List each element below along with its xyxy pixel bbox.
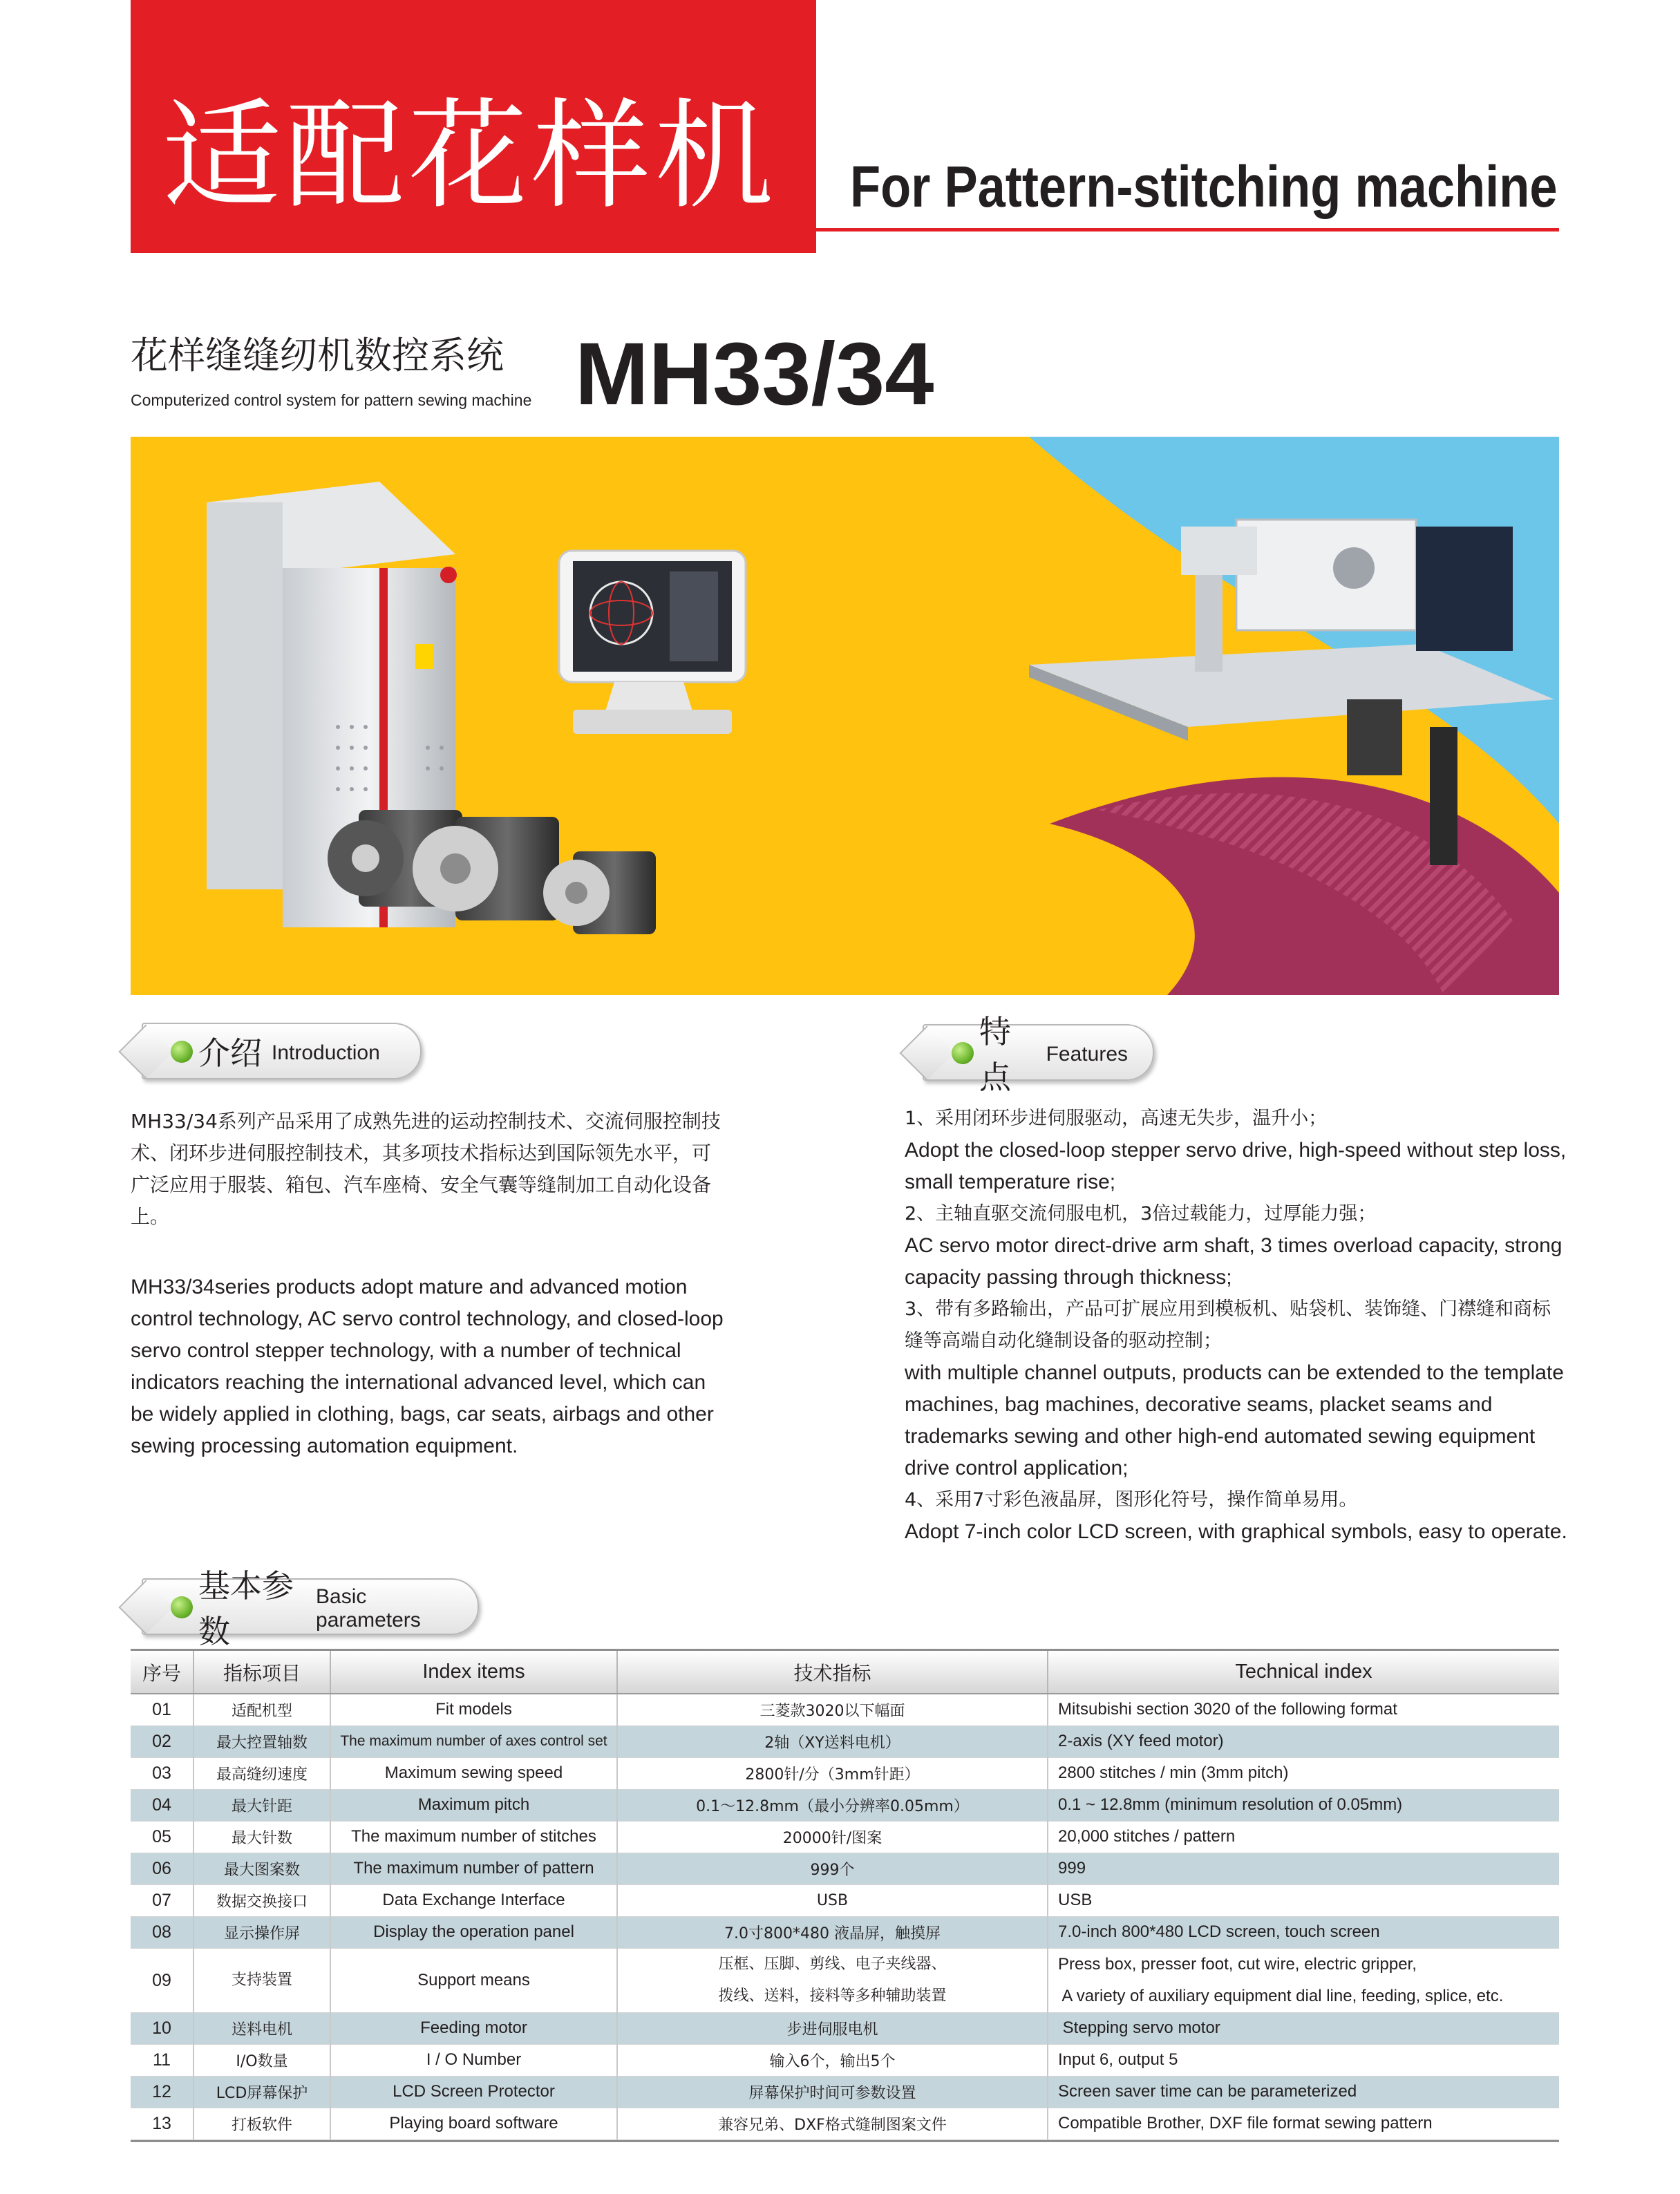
parameters-tag-en: Basic parameters	[316, 1585, 421, 1632]
table-row	[131, 2108, 1559, 2139]
row-cn-value: 步进伺服电机	[617, 2012, 1048, 2044]
row-en-item: The maximum number of stitches	[330, 1821, 617, 1853]
row-cn-value: 0.1～12.8mm（最小分辨率0.05mm）	[617, 1789, 1048, 1821]
bullet-dot-icon	[171, 1596, 193, 1618]
feature-2-cn: 2、主轴直驱交流伺服电机，3倍过载能力，过厚能力强；	[905, 1203, 1377, 1224]
row-no: 08	[131, 1916, 194, 1948]
row-cn-item: 显示操作屏	[194, 1916, 330, 1948]
row-en-value: 7.0-inch 800*480 LCD screen, touch screen	[1048, 1916, 1559, 1948]
table-row	[131, 1884, 1559, 1916]
row-en-item: The maximum number of axes control set	[330, 1725, 617, 1757]
row-en-item: Playing board software	[330, 2108, 617, 2139]
row-cn-item: 最大针数	[194, 1821, 330, 1853]
row-en-item: LCD Screen Protector	[330, 2076, 617, 2108]
table-row	[131, 1948, 1559, 2012]
table-row	[131, 1821, 1559, 1853]
table-row	[131, 1853, 1559, 1884]
header-en-value: Technical index	[1048, 1651, 1559, 1694]
row-no: 13	[131, 2108, 194, 2139]
table-row	[131, 2044, 1559, 2076]
row-cn-value: 输入6个，输出5个	[617, 2044, 1048, 2076]
row-no: 01	[131, 1694, 194, 1725]
header-cn-value: 技术指标	[617, 1651, 1048, 1694]
feature-1-cn: 1、采用闭环步进伺服驱动，高速无失步，温升小；	[905, 1108, 1328, 1129]
row-en-value: USB	[1048, 1884, 1559, 1916]
bullet-dot-icon	[952, 1042, 974, 1064]
table-row	[131, 2076, 1559, 2108]
row-cn-item: 最高缝纫速度	[194, 1757, 330, 1789]
row-en-value: Compatible Brother, DXF file format sewing pattern	[1048, 2108, 1559, 2139]
row-no: 10	[131, 2012, 194, 2044]
introduction-tag-cn: 介绍	[198, 1034, 262, 1072]
feature-3-cn: 3、带有多路输出，产品可扩展应用到模板机、贴袋机、装饰缝、门襟缝和商标缝等高端自动化缝制设备的驱动控制；	[905, 1298, 1551, 1352]
table-row	[131, 1725, 1559, 1757]
row-cn-value-line-1: 压框、压脚、剪线、电子夹线器、	[718, 1955, 947, 1973]
row-en-value	[1048, 1948, 1559, 2012]
cn-title: 适配花样机	[162, 86, 777, 225]
row-en-value: 2-axis (XY feed motor)	[1048, 1725, 1559, 1757]
row-en-value: Screen saver time can be parameterized	[1048, 2076, 1559, 2108]
header-cn-item: 指标项目	[194, 1651, 330, 1694]
feature-4-cn: 4、采用7寸彩色液晶屏，图形化符号，操作简单易用。	[905, 1489, 1358, 1511]
row-en-value-line-2: A variety of auxiliary equipment dial line, feeding, splice, etc.	[1058, 1986, 1504, 2005]
table-row	[131, 1789, 1559, 1821]
table-row	[131, 1757, 1559, 1789]
row-en-item: Data Exchange Interface	[330, 1884, 617, 1916]
row-no: 12	[131, 2076, 194, 2108]
table-row	[131, 1694, 1559, 1725]
features-list	[905, 1103, 1568, 1548]
row-en-value-line-1: Press box, presser foot, cut wire, electric gripper,	[1058, 1954, 1417, 1974]
row-cn-value: 999个	[617, 1853, 1048, 1884]
product-model: MH33/34	[575, 325, 934, 424]
row-en-item: Support means	[330, 1948, 617, 2012]
feature-4-en: Adopt 7-inch color LCD screen, with graphical symbols, easy to operate.	[905, 1520, 1567, 1543]
row-cn-item: 数据交换接口	[194, 1884, 330, 1916]
introduction-cn-text: MH33/34系列产品采用了成熟先进的运动控制技术、交流伺服控制技术、闭环步进伺服控制技术，其多项技术指标达到国际领先水平，可广泛应用于服装、箱包、汽车座椅、安全气囊等缝制加工自动化设备上。	[131, 1110, 721, 1228]
table-header-row	[131, 1651, 1559, 1694]
introduction-tag-en: Introduction	[272, 1041, 380, 1064]
row-no: 05	[131, 1821, 194, 1853]
hero-product-image	[131, 437, 1559, 995]
row-en-value: Mitsubishi section 3020 of the following format	[1048, 1694, 1559, 1725]
row-cn-value	[617, 1948, 1048, 2012]
header-no: 序号	[131, 1651, 194, 1694]
row-en-item: The maximum number of pattern	[330, 1853, 617, 1884]
row-en-value: 0.1 ~ 12.8mm (minimum resolution of 0.05mm)	[1048, 1789, 1559, 1821]
row-no: 06	[131, 1853, 194, 1884]
introduction-en-text: MH33/34series products adopt mature and advanced motion control technology, AC servo control technology, and closed-loop servo control stepper technology, with a number of technical indicators reaching the international advanced level, which can be widely applied in clothing, bags, car seats, airbags and other sewing processing automation equipment.	[131, 1276, 724, 1457]
features-tag-en: Features	[1046, 1043, 1128, 1066]
parameters-section-tag	[142, 1567, 479, 1650]
row-no: 04	[131, 1789, 194, 1821]
row-en-item: Fit models	[330, 1694, 617, 1725]
row-en-item: Feeding motor	[330, 2012, 617, 2044]
product-cn-subtitle: 花样缝缝纫机数控系统	[131, 334, 504, 377]
row-no: 07	[131, 1884, 194, 1916]
row-no: 09	[131, 1948, 194, 2012]
feature-3-en: with multiple channel outputs, products can be extended to the template machines, bag machines, decorative seams, placket seams and trademarks sewing and other high-end automated sewing equipment drive control application;	[905, 1361, 1564, 1479]
parameters-table	[131, 1649, 1559, 2142]
row-cn-value: 兼容兄弟、DXF格式缝制图案文件	[617, 2108, 1048, 2139]
row-en-value: Input 6, output 5	[1048, 2044, 1559, 2076]
header-en-item: Index items	[330, 1651, 617, 1694]
feature-2-en: AC servo motor direct-drive arm shaft, 3 times overload capacity, strong capacity passing through thickness;	[905, 1234, 1563, 1289]
row-en-item: Maximum sewing speed	[330, 1757, 617, 1789]
en-title: For Pattern-stitching machine	[850, 154, 1558, 219]
row-cn-item: 最大图案数	[194, 1853, 330, 1884]
row-cn-item: LCD屏幕保护	[194, 2076, 330, 2108]
product-en-subtitle: Computerized control system for pattern sewing machine	[131, 391, 532, 409]
row-cn-item: I/O数量	[194, 2044, 330, 2076]
row-cn-value: USB	[617, 1884, 1048, 1916]
parameters-tag-cn: 基本参数	[198, 1567, 294, 1650]
row-cn-value: 2轴（XY送料电机）	[617, 1725, 1048, 1757]
row-cn-item: 最大针距	[194, 1789, 330, 1821]
row-en-value: Stepping servo motor	[1048, 2012, 1559, 2044]
row-en-value: 999	[1048, 1853, 1559, 1884]
row-cn-value: 2800针/分（3mm针距）	[617, 1757, 1048, 1789]
feature-1-en: Adopt the closed-loop stepper servo drive, high-speed without step loss, small temperature rise;	[905, 1139, 1567, 1193]
row-cn-value: 三菱款3020以下幅面	[617, 1694, 1048, 1725]
row-en-value: 20,000 stitches / pattern	[1048, 1821, 1559, 1853]
row-no: 03	[131, 1757, 194, 1789]
row-en-item: Maximum pitch	[330, 1789, 617, 1821]
features-tag-cn: 特点	[979, 1013, 1011, 1096]
row-en-item: Display the operation panel	[330, 1916, 617, 1948]
row-cn-value: 20000针/图案	[617, 1821, 1048, 1853]
introduction-section-tag	[142, 1023, 422, 1079]
bullet-dot-icon	[171, 1041, 193, 1063]
row-cn-item: 适配机型	[194, 1694, 330, 1725]
row-cn-item: 最大控置轴数	[194, 1725, 330, 1757]
table-row	[131, 2012, 1559, 2044]
table-row	[131, 1916, 1559, 1948]
row-cn-value-line-2: 拨线、送料，接料等多种辅助装置	[718, 1987, 947, 2005]
row-cn-value: 屏幕保护时间可参数设置	[617, 2076, 1048, 2108]
row-no: 02	[131, 1725, 194, 1757]
row-cn-item: 打板软件	[194, 2108, 330, 2139]
title-underline	[816, 228, 1559, 231]
row-cn-item: 送料电机	[194, 2012, 330, 2044]
row-en-item: I / O Number	[330, 2044, 617, 2076]
row-cn-item: 支持装置	[194, 1948, 330, 2012]
row-no: 11	[131, 2044, 194, 2076]
features-section-tag	[923, 1013, 1154, 1096]
row-en-value: 2800 stitches / min (3mm pitch)	[1048, 1757, 1559, 1789]
row-cn-value: 7.0寸800*480 液晶屏，触摸屏	[617, 1916, 1048, 1948]
